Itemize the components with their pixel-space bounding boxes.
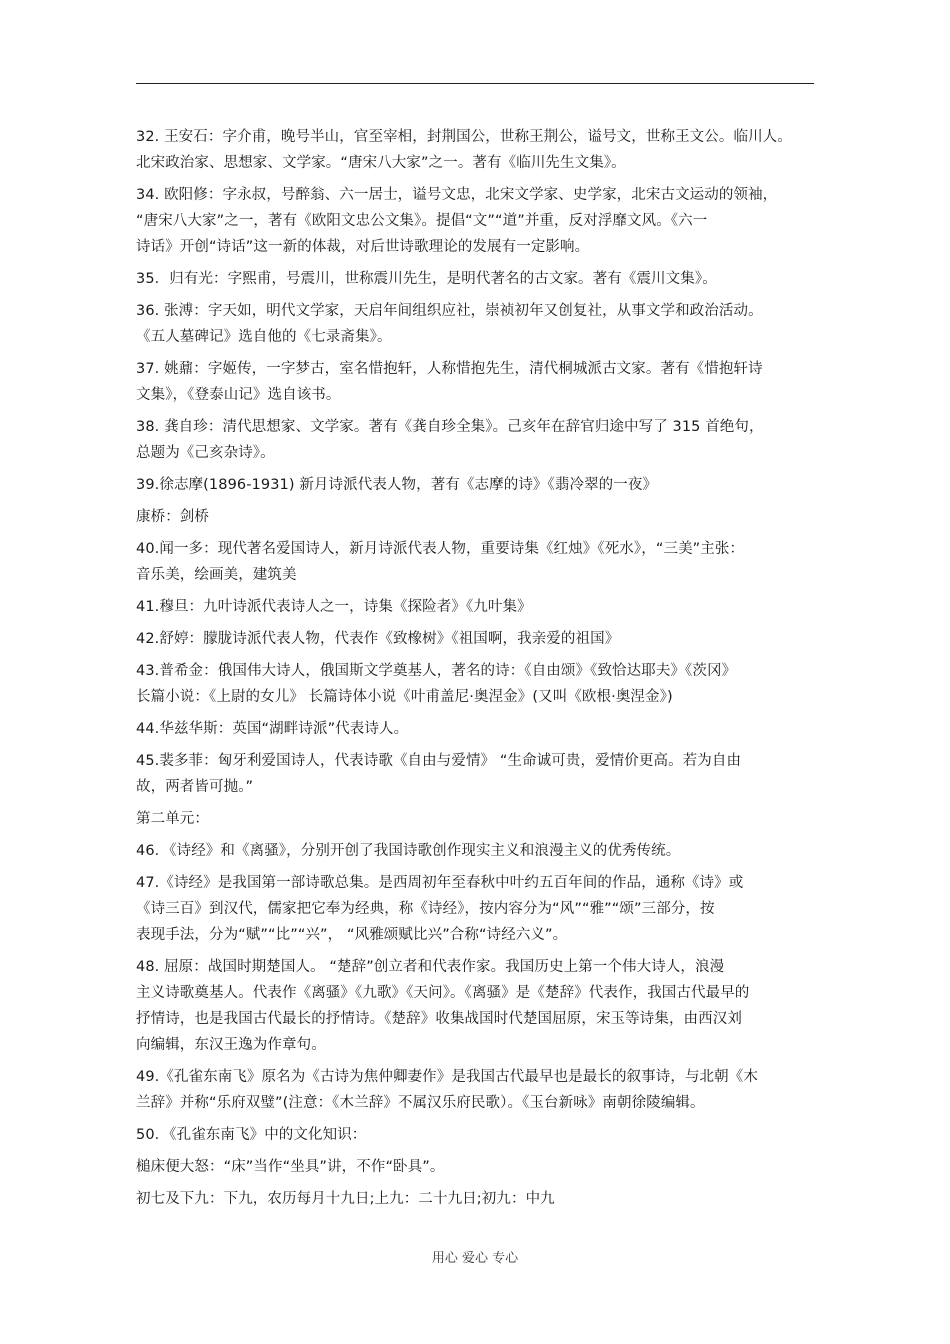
entry-32	[136, 124, 814, 176]
page-footer: 用心 爱心 专心	[431, 1251, 519, 1266]
text-line: 39.徐志摩(1896-1931) 新月诗派代表人物，著有《志摩的诗》《翡冷翠的一夜》	[136, 477, 658, 493]
text-line: 故，两者皆可抛。”	[136, 779, 254, 795]
text-line: 抒情诗，也是我国古代最长的抒情诗。《楚辞》收集战国时代楚国屈原，宋玉等诗集，由西汉刘	[136, 1011, 742, 1027]
text-line: 槌床便大怒：“床”当作“坐具”讲，不作“卧具”。	[136, 1159, 445, 1175]
header-rule	[136, 83, 814, 84]
text-line: 49.《孔雀东南飞》原名为《古诗为焦仲卿妻作》是我国古代最早也是最长的叙事诗，与北朝《木	[136, 1069, 758, 1085]
text-line: 兰辞》并称“乐府双璧”(注意：《木兰辞》不属汉乐府民歌）。《玉台新咏》南朝徐陵编辑。	[136, 1095, 705, 1111]
text-line: 诗话》开创“诗话”这一新的体裁，对后世诗歌理论的发展有一定影响。	[136, 239, 590, 255]
entry-50	[136, 1122, 814, 1148]
entry-culture-2	[136, 1186, 814, 1212]
entry-35	[136, 266, 814, 292]
entry-culture-1	[136, 1154, 814, 1180]
entry-43	[136, 658, 814, 710]
text-line: 初七及下九：下九，农历每月十九日;上九：二十九日;初九：中九	[136, 1191, 555, 1207]
text-line: 32. 王安石：字介甫，晚号半山，官至宰相，封荆国公，世称王荆公，谥号文，世称王文公。临川人。	[136, 129, 792, 145]
text-line: 第二单元：	[136, 811, 209, 827]
text-line: 《五人墓碑记》选自他的《七录斋集》。	[136, 329, 392, 345]
text-line: 《诗三百》到汉代，儒家把它奉为经典，称《诗经》，按内容分为“风”“雅”“颂”三部分，按	[136, 901, 715, 917]
text-line: 46．《诗经》和《离骚》，分别开创了我国诗歌创作现实主义和浪漫主义的优秀传统。	[136, 843, 681, 859]
text-line: 康桥：剑桥	[136, 509, 209, 525]
text-line: 34. 欧阳修：字永叔，号醉翁、六一居士，谥号文忠，北宋文学家、史学家，北宋古文运动的领袖，	[136, 187, 778, 203]
entry-38	[136, 414, 814, 466]
text-line: 37. 姚鼐：字姬传，一字梦古，室名惜抱轩，人称惜抱先生，清代桐城派古文家。著有《惜抱轩诗	[136, 361, 763, 377]
text-line: 表现手法，分为“赋”“比”“兴”， “风雅颂赋比兴”合称“诗经六义”。	[136, 927, 568, 943]
entry-36	[136, 298, 814, 350]
text-line: 36. 张溥：字天如，明代文学家，天启年间组织应社，崇祯初年又创复社，从事文学和政治活动。	[136, 303, 763, 319]
entry-kangqiao	[136, 504, 814, 530]
entry-42	[136, 626, 814, 652]
entry-48	[136, 954, 814, 1058]
text-line: 长篇小说：《上尉的女儿》 长篇诗体小说《叶甫盖尼·奥涅金》(又叫《欧根·奥涅金》)	[136, 689, 673, 705]
text-line: “唐宋八大家”之一，著有《欧阳文忠公文集》。提倡“文”“道”并重，反对浮靡文风。《六一	[136, 213, 708, 229]
entry-39	[136, 472, 814, 498]
text-line: 43.普希金：俄国伟大诗人，俄国斯文学奠基人，著名的诗：《自由颂》《致恰达耶夫》《茨冈》	[136, 663, 737, 679]
entry-46	[136, 838, 814, 864]
entry-47	[136, 870, 814, 948]
text-line: 北宋政治家、思想家、文学家。“唐宋八大家”之一。著有《临川先生文集》。	[136, 155, 626, 171]
text-line: 文集》，《登泰山记》选自该书。	[136, 387, 341, 403]
text-line: 45.裴多菲：匈牙利爱国诗人，代表诗歌《自由与爱情》 “生命诚可贵，爱情价更高。若为自由	[136, 753, 742, 769]
entry-40	[136, 536, 814, 588]
text-line: 40.闻一多：现代著名爱国诗人，新月诗派代表人物，重要诗集《红烛》《死水》，“三美”主张：	[136, 541, 745, 557]
text-line: 48. 屈原：战国时期楚国人。 “楚辞”创立者和代表作家。我国历史上第一个伟大诗人，浪漫	[136, 959, 725, 975]
entry-45	[136, 748, 814, 800]
text-line: 41.穆旦：九叶诗派代表诗人之一，诗集《探险者》《九叶集》	[136, 599, 532, 615]
entry-41	[136, 594, 814, 620]
text-line: 总题为《己亥杂诗》。	[136, 445, 275, 461]
text-line: 主义诗歌奠基人。代表作《离骚》《九歌》《天问》。《离骚》是《楚辞》代表作，我国古代最早的	[136, 985, 750, 1001]
entry-37	[136, 356, 814, 408]
entry-49	[136, 1064, 814, 1116]
section-heading	[136, 806, 814, 832]
entry-44	[136, 716, 814, 742]
text-line: 50．《孔雀东南飞》中的文化知识：	[136, 1127, 367, 1143]
text-line: 44.华兹华斯：英国“湖畔诗派”代表诗人。	[136, 721, 409, 737]
text-line: 向编辑，东汉王逸为作章句。	[136, 1037, 326, 1053]
text-line: 42.舒婷：朦胧诗派代表人物，代表作《致橡树》《祖国啊，我亲爱的祖国》	[136, 631, 620, 647]
text-line: 38. 龚自珍：清代思想家、文学家。著有《龚自珍全集》。己亥年在辞官归途中写了 315 首绝句，	[136, 419, 764, 435]
entry-34	[136, 182, 814, 260]
document-body	[136, 124, 814, 1218]
text-line: 35．归有光：字熙甫，号震川，世称震川先生，是明代著名的古文家。著有《震川文集》。	[136, 271, 717, 287]
text-line: 47.《诗经》是我国第一部诗歌总集。是西周初年至春秋中叶约五百年间的作品，通称《诗》或	[136, 875, 744, 891]
text-line: 音乐美，绘画美，建筑美	[136, 567, 297, 583]
